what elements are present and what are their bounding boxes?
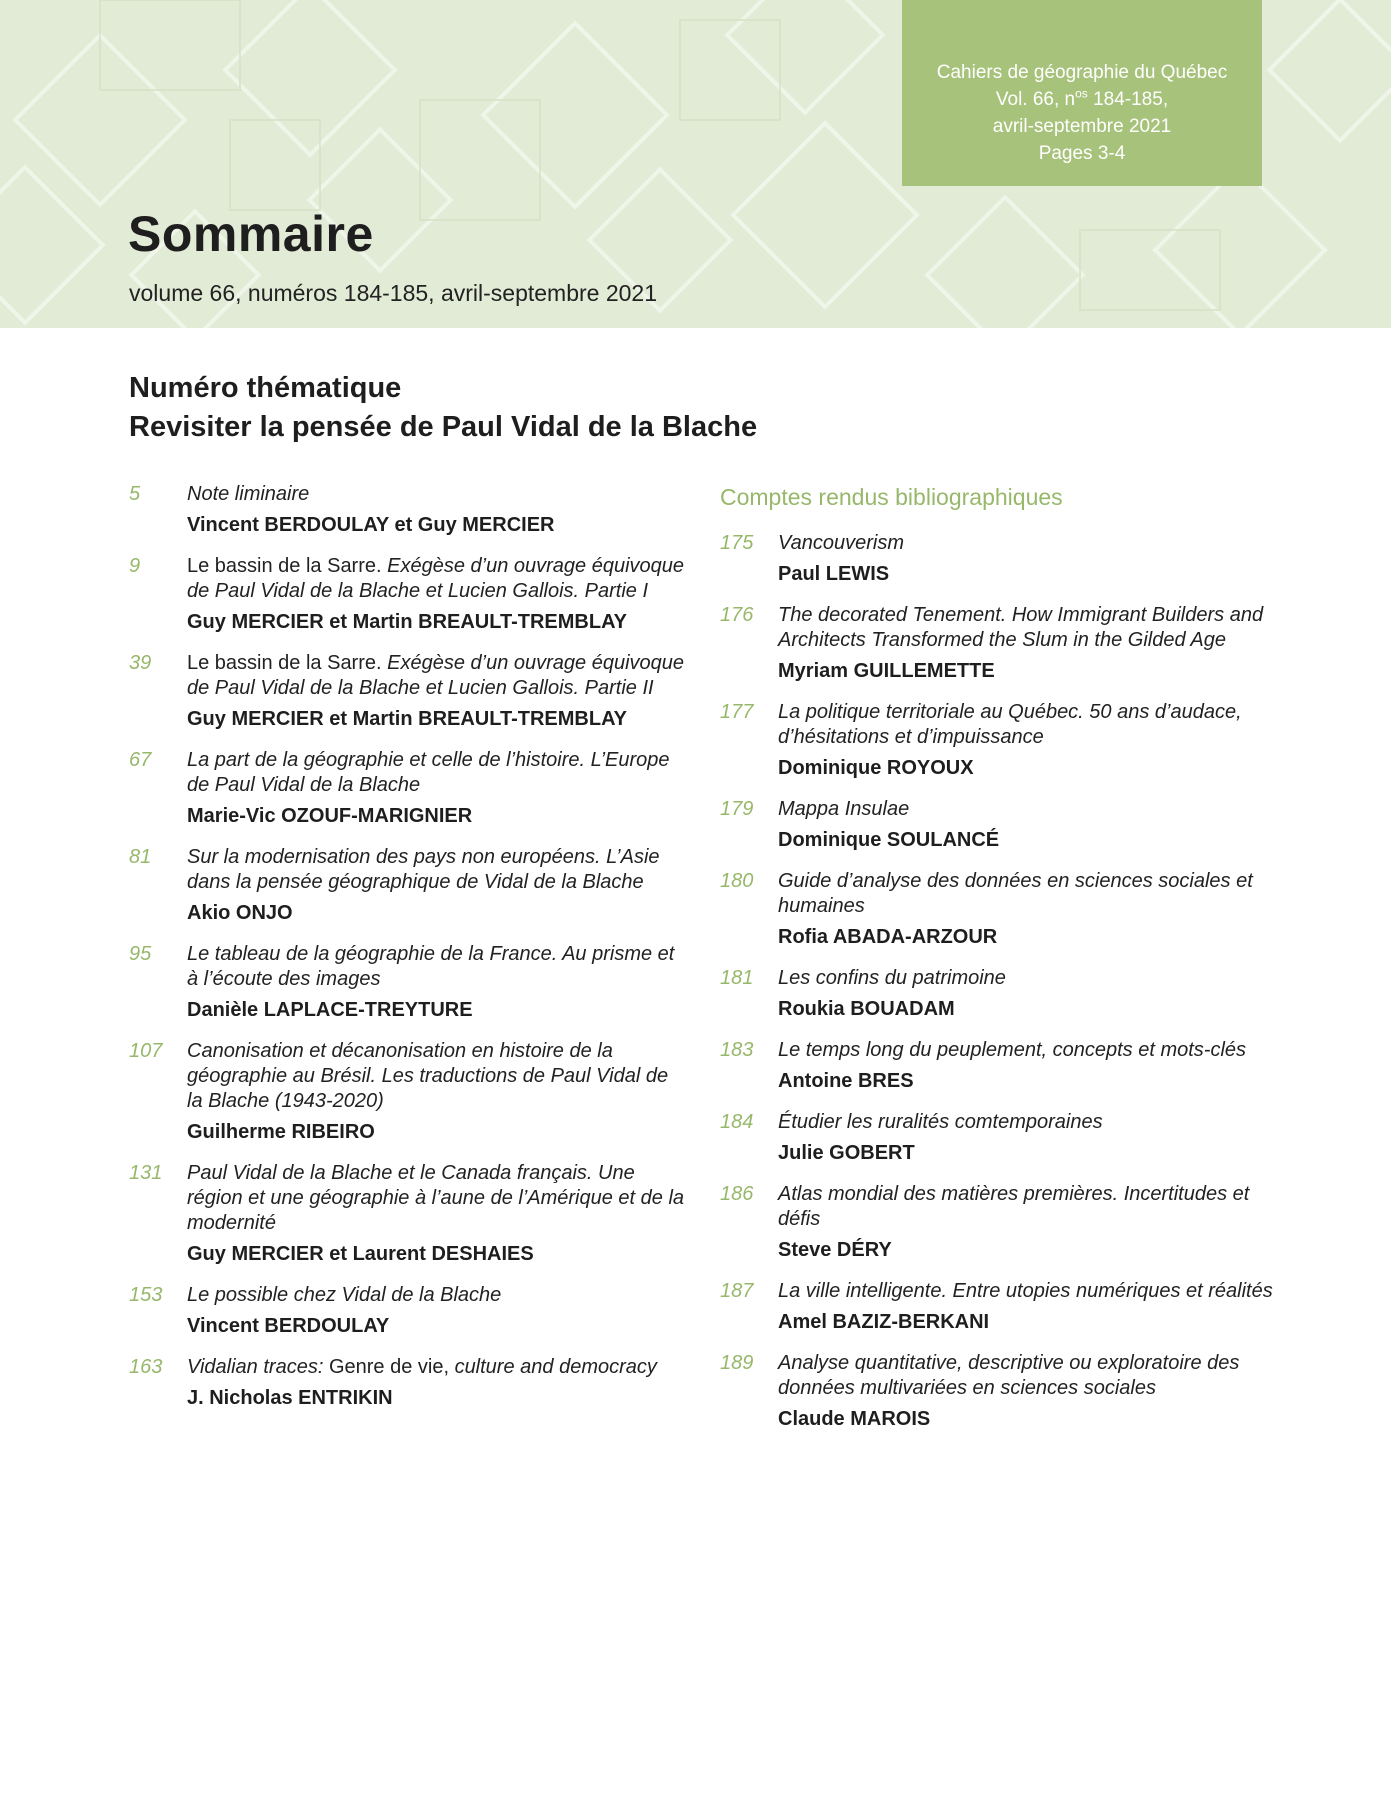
toc-entry-title-segment: Analyse quantitative, descriptive ou exploratoire des données multivariées en sciences sociales bbox=[778, 1352, 1240, 1399]
journal-date: avril-septembre 2021 bbox=[992, 116, 1172, 137]
toc-entry-title-segment: Vancouverism bbox=[778, 532, 904, 554]
journal-volume bbox=[902, 86, 1262, 113]
toc-entry-body bbox=[187, 942, 689, 1023]
journal-info-box bbox=[902, 0, 1262, 186]
toc-entry-author: Claude MAROIS bbox=[778, 1408, 931, 1430]
toc-entry-title bbox=[187, 1161, 689, 1236]
toc-entry-title bbox=[187, 845, 689, 895]
toc-entry-title-segment: La ville intelligente. Entre utopies numériques et réalités bbox=[778, 1280, 1273, 1302]
toc-entry-page-number: 5 bbox=[129, 483, 141, 505]
toc-entry-title-segment: The decorated Tenement. How Immigrant Builders and Architects Transformed the Slum in the Gilded Age bbox=[778, 604, 1264, 651]
toc-entry-page-number: 180 bbox=[720, 870, 754, 892]
toc-entry[interactable] bbox=[129, 482, 689, 538]
toc-entry-title-segment: Note liminaire bbox=[187, 483, 310, 505]
toc-entry-page-number: 177 bbox=[720, 701, 754, 723]
toc-entry-page-number: 95 bbox=[129, 943, 152, 965]
toc-entry[interactable] bbox=[720, 966, 1275, 1022]
toc-entry-page-number: 175 bbox=[720, 532, 754, 554]
toc-entry[interactable] bbox=[720, 700, 1275, 781]
toc-entry-body bbox=[187, 482, 689, 538]
toc-entry-author: Danièle LAPLACE-TREYTURE bbox=[187, 999, 473, 1021]
toc-entry-body bbox=[778, 1279, 1275, 1335]
journal-name: Cahiers de géographie du Québec bbox=[936, 62, 1228, 83]
toc-entry-body bbox=[778, 1351, 1275, 1432]
toc-entry-title-segment: Le bassin de la Sarre. bbox=[187, 555, 388, 577]
toc-entry-body bbox=[778, 797, 1275, 853]
toc-entry[interactable] bbox=[129, 1283, 689, 1339]
toc-entry-body bbox=[778, 1110, 1275, 1166]
toc-entry-title-segment: Mappa Insulae bbox=[778, 798, 910, 820]
toc-entry-title bbox=[187, 651, 689, 701]
toc-entry-author: Vincent BERDOULAY bbox=[187, 1315, 390, 1337]
toc-entry-title-segment: Le tableau de la géographie de la France. Au prisme et à l’écoute des images bbox=[187, 943, 675, 990]
toc-entry-title bbox=[187, 1039, 689, 1114]
toc-entry-title-segment: culture and democracy bbox=[454, 1356, 657, 1378]
toc-entry[interactable] bbox=[720, 1110, 1275, 1166]
toc-entry-title bbox=[187, 748, 689, 798]
page-title: Sommaire bbox=[128, 206, 374, 262]
toc-entry-title-segment: Les confins du patrimoine bbox=[778, 967, 1006, 989]
toc-entry-author: Marie-Vic OZOUF-MARIGNIER bbox=[187, 805, 473, 827]
toc-entry-author: Antoine BRES bbox=[778, 1070, 914, 1092]
toc-entry[interactable] bbox=[720, 1182, 1275, 1263]
toc-entry-title bbox=[778, 1279, 1275, 1304]
toc-entry-title bbox=[778, 1182, 1275, 1232]
toc-entry[interactable] bbox=[720, 1038, 1275, 1094]
toc-entry-page-number: 183 bbox=[720, 1039, 754, 1061]
toc-entry-title bbox=[778, 797, 1275, 822]
theme-heading bbox=[129, 369, 757, 447]
reviews-entry-list bbox=[720, 531, 1275, 1432]
left-column-toc bbox=[129, 482, 689, 1427]
toc-entry-page-number: 187 bbox=[720, 1280, 754, 1302]
toc-entry-page-number: 9 bbox=[129, 555, 141, 577]
toc-entry[interactable] bbox=[129, 942, 689, 1023]
toc-entry-body bbox=[187, 554, 689, 635]
toc-entry-title bbox=[187, 554, 689, 604]
toc-entry-body bbox=[187, 1161, 689, 1267]
toc-entry[interactable] bbox=[129, 554, 689, 635]
toc-entry[interactable] bbox=[720, 1279, 1275, 1335]
journal-volume-prefix: Vol. 66, n bbox=[995, 89, 1076, 110]
toc-entry[interactable] bbox=[129, 748, 689, 829]
toc-entry[interactable] bbox=[129, 845, 689, 926]
toc-entry[interactable] bbox=[720, 869, 1275, 950]
toc-entry-page-number: 131 bbox=[129, 1162, 163, 1184]
toc-entry-title-segment: Guide d’analyse des données en sciences sociales et humaines bbox=[778, 870, 1253, 917]
journal-pages: Pages 3-4 bbox=[1038, 143, 1126, 164]
toc-entry-title bbox=[187, 482, 689, 507]
toc-entry-title-segment: Canonisation et décanonisation en histoire de la géographie au Brésil. Les traductions de Paul Vidal de la Blache (1943-2020) bbox=[187, 1040, 669, 1112]
toc-entry-author: Rofia ABADA-ARZOUR bbox=[778, 926, 998, 948]
reviews-section-heading: Comptes rendus bibliographiques bbox=[720, 484, 1063, 510]
toc-entry-title-segment: Le temps long du peuplement, concepts et mots-clés bbox=[778, 1039, 1247, 1061]
toc-entry-title-segment: La politique territoriale au Québec. 50 ans d’audace, d’hésitations et d’impuissance bbox=[778, 701, 1242, 748]
toc-entry-page-number: 184 bbox=[720, 1111, 754, 1133]
toc-entry-page-number: 186 bbox=[720, 1183, 754, 1205]
toc-entry-title bbox=[778, 869, 1275, 919]
toc-entry-author: Steve DÉRY bbox=[778, 1239, 892, 1261]
toc-entry-author: J. Nicholas ENTRIKIN bbox=[187, 1387, 393, 1409]
toc-entry-body bbox=[778, 1182, 1275, 1263]
toc-entry-body bbox=[778, 700, 1275, 781]
toc-entry-body bbox=[187, 1355, 689, 1411]
journal-volume-suffix: 184-185, bbox=[1087, 89, 1169, 110]
toc-entry-title-segment: Paul Vidal de la Blache et le Canada français. Une région et une géographie à l’aune de l’Amérique et de la modernité bbox=[187, 1162, 685, 1234]
toc-entry-page-number: 107 bbox=[129, 1040, 163, 1062]
toc-entry-author: Dominique SOULANCÉ bbox=[778, 829, 1000, 851]
toc-entry-title bbox=[187, 1355, 689, 1380]
toc-entry-page-number: 163 bbox=[129, 1356, 163, 1378]
toc-entry-author: Roukia BOUADAM bbox=[778, 998, 955, 1020]
toc-entry-title bbox=[778, 1038, 1275, 1063]
toc-entry-body bbox=[187, 1039, 689, 1145]
toc-entry[interactable] bbox=[720, 603, 1275, 684]
toc-entry-body bbox=[187, 651, 689, 732]
toc-entry-title bbox=[187, 1283, 689, 1308]
toc-entry-title-segment: Atlas mondial des matières premières. Incertitudes et défis bbox=[778, 1183, 1250, 1230]
toc-entry-author: Dominique ROYOUX bbox=[778, 757, 974, 779]
toc-entry-body bbox=[778, 1038, 1275, 1094]
toc-entry-body bbox=[778, 531, 1275, 587]
toc-entry-body bbox=[187, 1283, 689, 1339]
toc-entry-author: Amel BAZIZ-BERKANI bbox=[778, 1311, 990, 1333]
toc-entry-page-number: 181 bbox=[720, 967, 754, 989]
toc-entry[interactable] bbox=[129, 651, 689, 732]
journal-volume-sup: os bbox=[1075, 86, 1088, 101]
toc-entry-title-segment: Le possible chez Vidal de la Blache bbox=[187, 1284, 502, 1306]
toc-entry-title bbox=[778, 1351, 1275, 1401]
toc-entry-author: Akio ONJO bbox=[187, 902, 293, 924]
toc-entry-author: Paul LEWIS bbox=[778, 563, 890, 585]
toc-entry-title-segment: Exégèse d’un ouvrage équivoque de Paul Vidal de la Blache et Lucien Gallois. Partie II bbox=[187, 652, 685, 699]
toc-entry[interactable] bbox=[129, 1039, 689, 1145]
toc-entry-author: Guilherme RIBEIRO bbox=[187, 1121, 375, 1143]
toc-entry-title-segment: Sur la modernisation des pays non européens. L’Asie dans la pensée géographique de Vidal de la Blache bbox=[187, 846, 660, 893]
toc-entry-page-number: 81 bbox=[129, 846, 152, 868]
page-subtitle: volume 66, numéros 184-185, avril-septembre 2021 bbox=[129, 280, 658, 306]
toc-entry-page-number: 179 bbox=[720, 798, 754, 820]
toc-entry-body bbox=[778, 966, 1275, 1022]
toc-entry-author: Guy MERCIER et Laurent DESHAIES bbox=[187, 1243, 534, 1265]
toc-entry[interactable] bbox=[720, 531, 1275, 587]
toc-entry[interactable] bbox=[129, 1161, 689, 1267]
toc-entry-title-segment: Genre de vie, bbox=[328, 1356, 455, 1378]
toc-entry-page-number: 67 bbox=[129, 749, 152, 771]
toc-entry-page-number: 189 bbox=[720, 1352, 754, 1374]
toc-entry[interactable] bbox=[720, 797, 1275, 853]
toc-entry-title-segment: La part de la géographie et celle de l’histoire. L’Europe de Paul Vidal de la Blache bbox=[187, 749, 670, 796]
toc-entry[interactable] bbox=[129, 1355, 689, 1411]
theme-title: Revisiter la pensée de Paul Vidal de la Blache bbox=[129, 411, 758, 443]
header-band bbox=[0, 0, 1391, 328]
right-column-toc bbox=[720, 482, 1275, 1448]
toc-entry-title-segment: Exégèse d’un ouvrage équivoque de Paul Vidal de la Blache et Lucien Gallois. Partie I bbox=[187, 555, 685, 602]
toc-entry-title bbox=[778, 966, 1275, 991]
toc-entry-title bbox=[187, 942, 689, 992]
toc-entry-author: Vincent BERDOULAY et Guy MERCIER bbox=[187, 514, 555, 536]
toc-entry-title-segment: Le bassin de la Sarre. bbox=[187, 652, 388, 674]
toc-entry-title bbox=[778, 603, 1275, 653]
toc-entry-page-number: 153 bbox=[129, 1284, 163, 1306]
toc-entry-body bbox=[778, 869, 1275, 950]
toc-entry-title-segment: Vidalian traces: bbox=[187, 1356, 329, 1378]
theme-label: Numéro thématique bbox=[129, 372, 402, 404]
toc-entry[interactable] bbox=[720, 1351, 1275, 1432]
toc-entry-title bbox=[778, 700, 1275, 750]
toc-entry-body bbox=[187, 845, 689, 926]
toc-entry-author: Julie GOBERT bbox=[778, 1142, 915, 1164]
toc-entry-body bbox=[778, 603, 1275, 684]
toc-entry-author: Guy MERCIER et Martin BREAULT-TREMBLAY bbox=[187, 611, 628, 633]
toc-entry-title-segment: Étudier les ruralités comtemporaines bbox=[778, 1111, 1103, 1133]
toc-entry-page-number: 39 bbox=[129, 652, 152, 674]
toc-entry-page-number: 176 bbox=[720, 604, 754, 626]
toc-entry-author: Guy MERCIER et Martin BREAULT-TREMBLAY bbox=[187, 708, 628, 730]
toc-entry-title bbox=[778, 1110, 1275, 1135]
toc-entry-author: Myriam GUILLEMETTE bbox=[778, 660, 995, 682]
toc-entry-body bbox=[187, 748, 689, 829]
toc-entry-title bbox=[778, 531, 1275, 556]
